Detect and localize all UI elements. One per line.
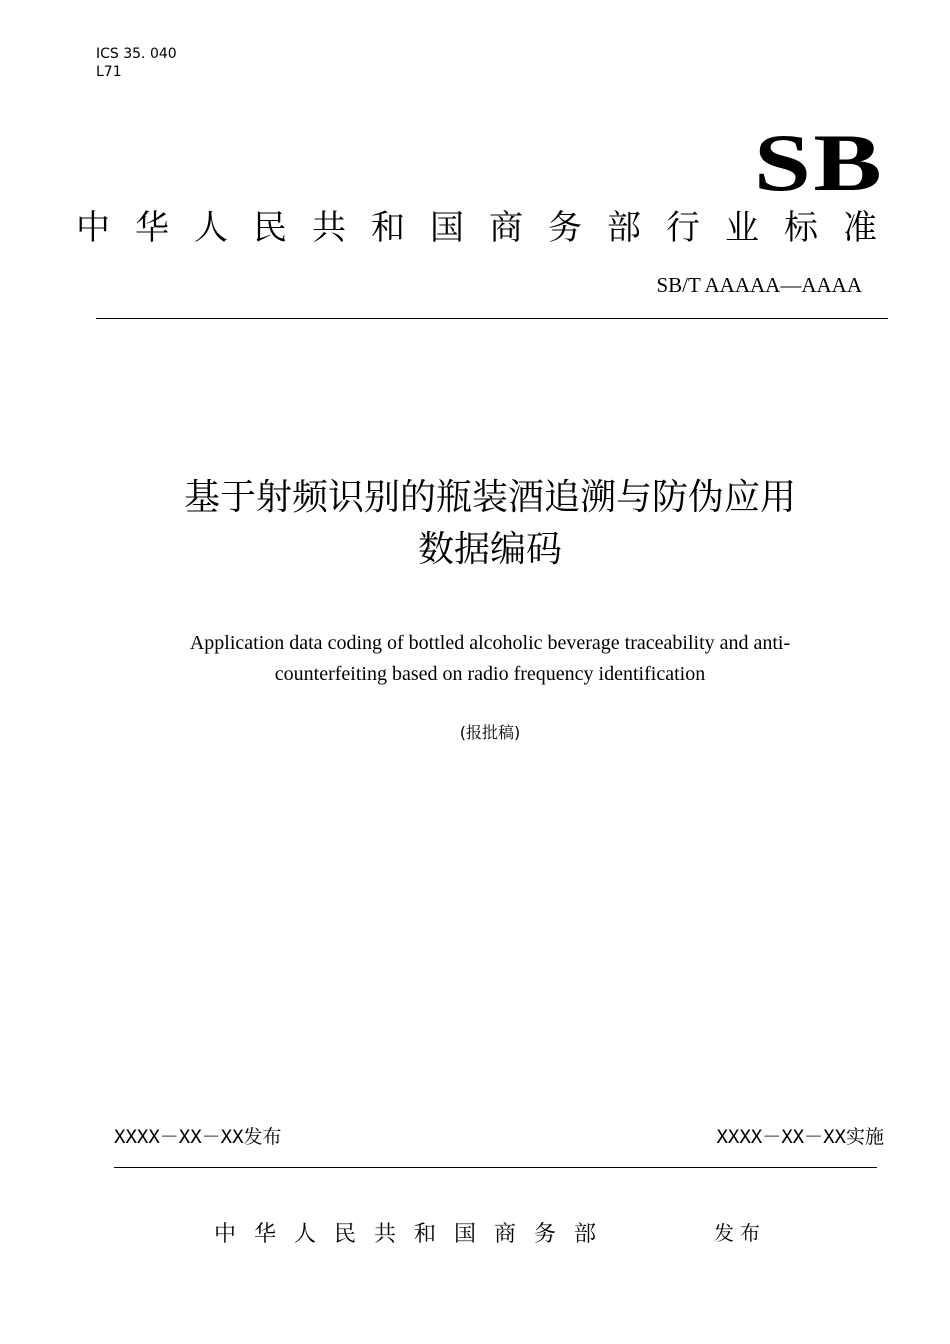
publish-date: XXXX－XX－XX发布 (114, 1126, 282, 1148)
issue-label: 发布 (714, 1221, 766, 1245)
header-divider (96, 318, 888, 319)
footer-divider (114, 1167, 877, 1168)
sb-logo: SB (753, 117, 884, 208)
chinese-title (100, 472, 880, 576)
issuing-authority: 中华人民共和国商务部 (214, 1222, 615, 1247)
english-title (100, 628, 880, 690)
english-title-line-1: Application data coding of bottled alcoholic beverage traceability and anti- (189, 632, 791, 654)
english-title-line-2: counterfeiting based on radio frequency identification (274, 663, 706, 685)
draft-status: (报批稿) (459, 723, 521, 742)
ics-code: ICS 35. 040 (96, 46, 177, 62)
implement-date: XXXX－XX－XX实施 (716, 1126, 884, 1148)
standard-number: SB/T AAAAA—AAAA (656, 273, 862, 297)
standard-category: 中华人民共和国商务部行业标准 (76, 208, 902, 248)
classification-code: L71 (96, 64, 122, 80)
chinese-title-line-1: 基于射频识别的瓶装酒追溯与防伪应用 (183, 477, 796, 518)
chinese-title-line-2: 数据编码 (417, 529, 562, 570)
